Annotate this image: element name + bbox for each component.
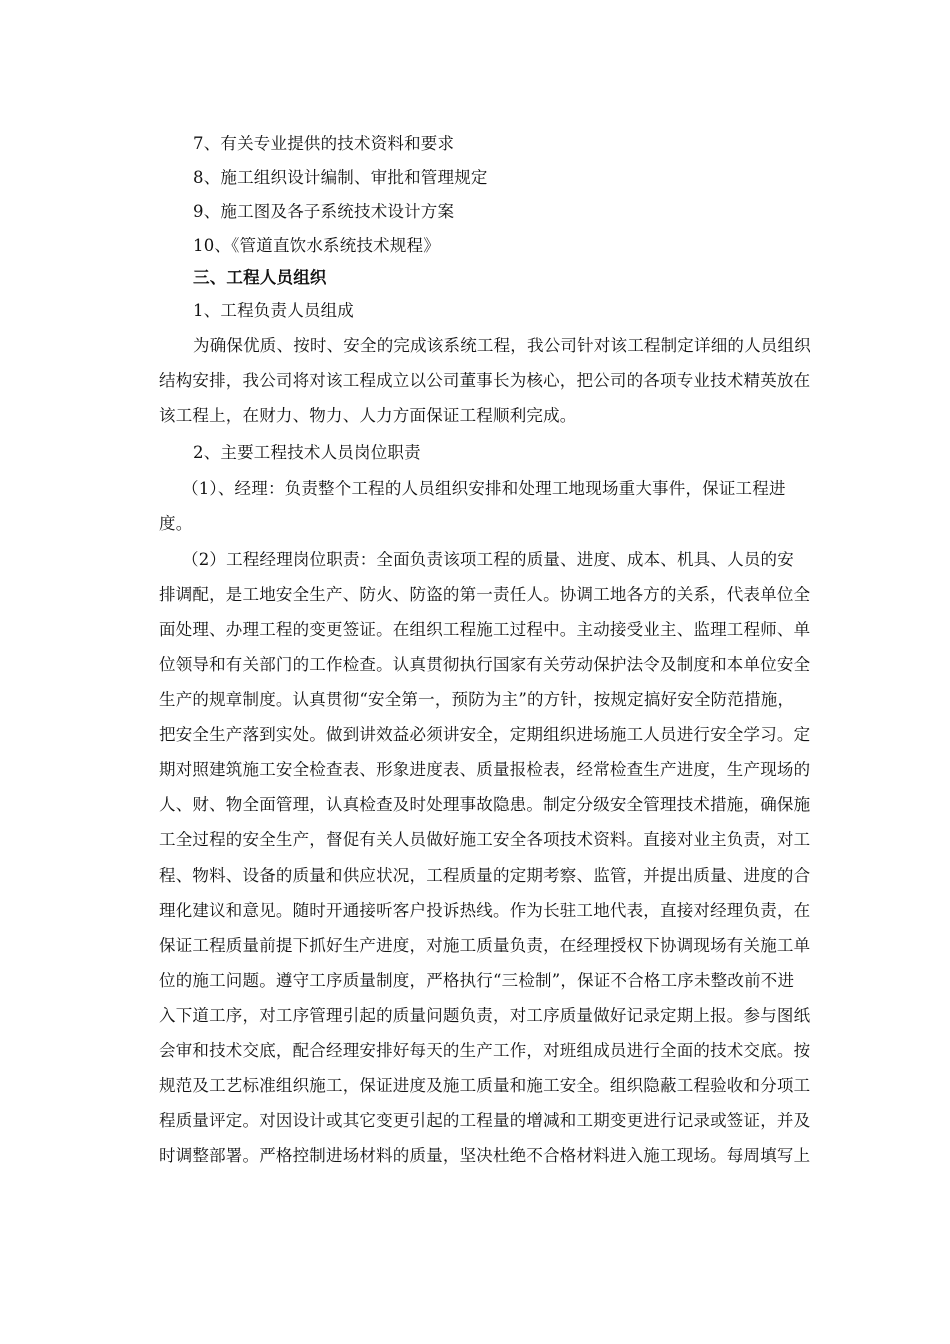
duty-2-line: 人、财、物全面管理，认真检查及时处理事故隐患。制定分级安全管理技术措施，确保施 (159, 795, 811, 814)
duty-2-line: 保证工程质量前提下抓好生产进度，对施工质量负责，在经理授权下协调现场有关施工单 (159, 936, 811, 955)
duty-2-line: 会审和技术交底，配合经理安排好每天的生产工作，对班组成员进行全面的技术交底。按 (159, 1041, 811, 1060)
duty-2-line: 程、物料、设备的质量和供应状况，工程质量的定期考察、监管，并提出质量、进度的合 (159, 866, 811, 885)
list-item-8: 8、施工组织设计编制、审批和管理规定 (193, 168, 488, 187)
duty-2-line: 时调整部署。严格控制进场材料的质量，坚决杜绝不合格材料进入施工现场。每周填写上 (159, 1146, 811, 1165)
duty-2-line: 工全过程的安全生产，督促有关人员做好施工安全各项技术资料。直接对业主负责，对工 (159, 830, 811, 849)
paragraph-line: 为确保优质、按时、安全的完成该系统工程，我公司针对该工程制定详细的人员组织 (193, 336, 811, 355)
duty-2-line: 位领导和有关部门的工作检查。认真贯彻执行国家有关劳动保护法令及制度和本单位安全 (159, 655, 811, 674)
list-item-10: 10、《管道直饮水系统技术规程》 (193, 236, 440, 255)
duty-2-line: 位的施工问题。遵守工序质量制度，严格执行“三检制”，保证不合格工序未整改前不进 (159, 971, 795, 990)
paragraph-line: 该工程上，在财力、物力、人力方面保证工程顺利完成。 (159, 406, 577, 425)
duty-2-line: 排调配，是工地安全生产、防火、防盗的第一责任人。协调工地各方的关系，代表单位全 (159, 585, 811, 604)
duty-1-line: 度。 (159, 514, 193, 533)
duty-2-line: 入下道工序，对工序管理引起的质量问题负责，对工序质量做好记录定期上报。参与图纸 (159, 1006, 811, 1025)
duty-1-line: （1）、经理：负责整个工程的人员组织安排和处理工地现场重大事件，保证工程进 (182, 479, 786, 498)
duty-2-line: 期对照建筑施工安全检查表、形象进度表、质量报检表，经常检查生产进度，生产现场的 (159, 760, 811, 779)
list-item-7: 7、有关专业提供的技术资料和要求 (193, 134, 455, 153)
duty-2-line: 规范及工艺标准组织施工，保证进度及施工质量和施工安全。组织隐蔽工程验收和分项工 (159, 1076, 811, 1095)
duty-2-line: 把安全生产落到实处。做到讲效益必须讲安全，定期组织进场施工人员进行安全学习。定 (159, 725, 811, 744)
duty-2-line: 生产的规章制度。认真贯彻“安全第一，预防为主”的方针，按规定搞好安全防范措施， (159, 690, 795, 709)
list-item-9: 9、施工图及各子系统技术设计方案 (193, 202, 455, 221)
duty-2-line: 理化建议和意见。随时开通接听客户投诉热线。作为长驻工地代表，直接对经理负责，在 (159, 901, 811, 920)
subsection-heading-2: 2、主要工程技术人员岗位职责 (193, 443, 421, 462)
duty-2-line: （2）工程经理岗位职责：全面负责该项工程的质量、进度、成本、机具、人员的安 (182, 550, 794, 569)
section-heading: 三、工程人员组织 (193, 268, 327, 287)
duty-2-line: 面处理、办理工程的变更签证。在组织工程施工过程中。主动接受业主、监理工程师、单 (159, 620, 811, 639)
duty-2-line: 程质量评定。对因设计或其它变更引起的工程量的增减和工期变更进行记录或签证，并及 (159, 1111, 811, 1130)
subsection-heading-1: 1、工程负责人员组成 (193, 301, 354, 320)
paragraph-line: 结构安排，我公司将对该工程成立以公司董事长为核心，把公司的各项专业技术精英放在 (159, 371, 811, 390)
